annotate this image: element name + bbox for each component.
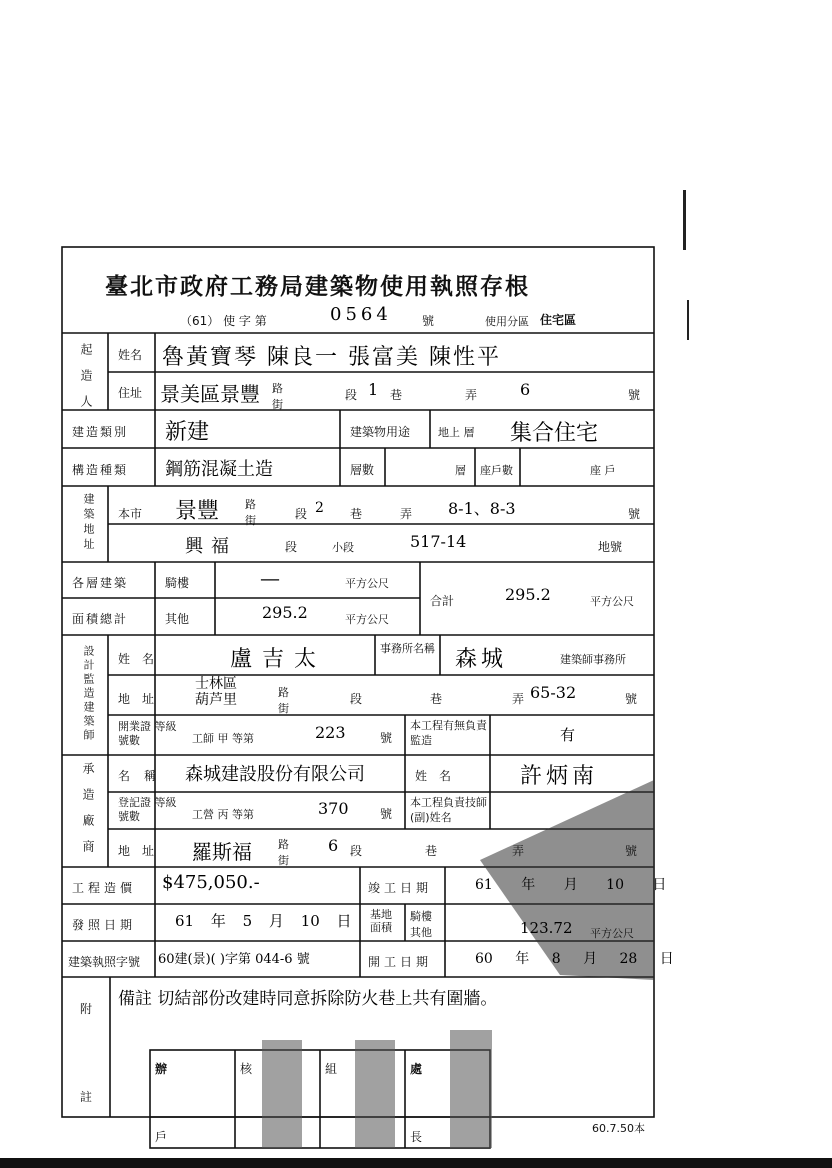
contractor-sec: 6 — [328, 836, 339, 855]
start-value: 60 年 8 月 28 日 — [475, 951, 674, 967]
designer-cert-label: 開業證 等級號數 — [118, 720, 177, 747]
designer-no: 65-32 — [530, 683, 577, 702]
other-label: 其他 — [165, 612, 190, 626]
floors-label: 層數 — [350, 463, 375, 477]
zone-value: 住宅區 — [540, 313, 577, 327]
site-road-label: 路街 — [245, 498, 256, 527]
site-sec: 2 — [315, 500, 324, 516]
site-nos: 8-1、8-3 — [448, 499, 516, 518]
contractor-cert-label: 登記證 等級號數 — [118, 796, 177, 823]
completion-value: 61 年 月 10 日 — [475, 877, 667, 893]
designer-name: 盧吉太 — [230, 647, 327, 672]
site-road: 景豐 — [175, 499, 220, 524]
signoff-label-4: 處 — [410, 1062, 423, 1076]
issue-label: 發照日期 — [72, 918, 137, 932]
base-unit: 平方公尺 — [590, 927, 634, 940]
applicant-group-label: 起造人 — [79, 343, 93, 421]
site-city: 本市 — [118, 507, 143, 521]
floors-unit: 層 — [455, 464, 466, 477]
site-lot-subsec: 小段 — [332, 541, 354, 554]
site-sec-label: 段 — [295, 507, 308, 521]
permit-label: 建築執照字號 — [68, 955, 141, 969]
contractor-addr-label: 地址 — [118, 844, 167, 858]
cost-label: 工程造價 — [72, 881, 137, 895]
designer-cert-suffix: 號 — [380, 731, 393, 745]
applicant-road-label: 路街 — [272, 382, 283, 411]
contractor-person-label: 姓名 — [415, 769, 464, 783]
contractor-lane-label: 巷 — [425, 844, 438, 858]
contractor-road-label: 路街 — [278, 838, 289, 867]
applicant-lane-label: 巷 — [390, 388, 403, 402]
arcade-value: — — [260, 566, 280, 590]
site-no-label: 號 — [628, 507, 641, 521]
applicant-addr-label: 住址 — [118, 386, 143, 400]
contractor-sec-label: 段 — [350, 844, 363, 858]
form-footer: 60.7.50本 — [592, 1122, 645, 1135]
construction-type: 新建 — [165, 420, 210, 445]
permit-suffix: 號 — [422, 314, 435, 328]
base-area-label: 基地面積 — [370, 908, 392, 934]
applicant-district: 景美區景豐 — [160, 382, 260, 406]
building-use-label: 建築物用途 — [350, 425, 411, 439]
designer-cert: 工師 甲 等第 — [192, 732, 254, 745]
designer-lane-label: 巷 — [430, 692, 443, 706]
designer-resp: 有 — [560, 726, 576, 744]
signoff-label-3: 組 — [325, 1062, 338, 1076]
applicant-no-label: 號 — [628, 388, 641, 402]
construction-type-label: 建造類別 — [72, 425, 129, 439]
permit-word: 使 字 第 — [223, 314, 267, 328]
households-label: 座戶數 — [480, 464, 513, 477]
designer-road-label: 路街 — [278, 686, 289, 715]
permit-prefix: （61） — [180, 314, 220, 328]
contractor-no-label: 號 — [625, 844, 638, 858]
designer-office-label: 事務所名稱 — [380, 642, 435, 655]
site-lot-no-label: 地號 — [598, 540, 623, 554]
site-alley-label: 弄 — [400, 507, 413, 521]
designer-addr: 士林區 葫芦里 — [195, 676, 237, 708]
designer-cert-no: 223 — [315, 723, 346, 742]
designer-sec-label: 段 — [350, 692, 363, 706]
designer-office: 森城 — [455, 647, 508, 672]
contractor-addr: 羅斯福 — [192, 840, 252, 864]
area-group-label-2: 面積總計 — [72, 612, 129, 626]
signoff-bottom-2: 長 — [410, 1130, 423, 1144]
signoff-label-1: 辦 — [155, 1062, 168, 1076]
designer-office-suffix: 建築師事務所 — [560, 653, 626, 666]
applicant-sec: 1 — [368, 380, 379, 399]
designer-group-label: 設計監造建築師 — [82, 645, 95, 743]
designer-resp-label: 本工程有無負責監造 — [410, 719, 487, 747]
contractor-group-label: 承造廠商 — [81, 762, 95, 866]
contractor-name-label: 名稱 — [118, 769, 171, 783]
total-value: 295.2 — [505, 585, 551, 604]
total-label: 合計 — [430, 594, 455, 608]
total-unit: 平方公尺 — [590, 595, 634, 608]
page-title: 臺北市政府工務局建築物使用執照存根 — [105, 273, 530, 300]
contractor-cert: 工營 丙 等第 — [192, 808, 254, 821]
contractor-person: 許炳南 — [520, 764, 599, 789]
building-use-pre: 地上 層 — [438, 426, 475, 439]
contractor-alley-label: 弄 — [512, 844, 525, 858]
applicant-sec-label: 段 — [345, 388, 358, 402]
site-lot-sec-label: 段 — [285, 540, 298, 554]
contractor-cert-no: 370 — [318, 799, 349, 818]
structure-label: 構造種類 — [72, 463, 129, 477]
signoff-label-2: 核 — [240, 1062, 253, 1076]
applicant-alley: 6 — [520, 380, 531, 399]
arcade-label: 騎樓 — [165, 576, 190, 590]
contractor-name: 森城建設股份有限公司 — [185, 764, 365, 785]
start-label: 開工日期 — [368, 955, 433, 969]
remarks-side-2: 註 — [80, 1090, 93, 1104]
site-lane-label: 巷 — [350, 507, 363, 521]
remarks-text: 備註 切結部份改建時同意拆除防火巷上共有圍牆。 — [118, 989, 498, 1009]
base-other-value: 123.72 — [520, 919, 573, 937]
base-arcade-label: 騎樓 — [410, 910, 432, 923]
issue-value: 61 年 5 月 10 日 — [175, 912, 352, 930]
designer-alley-label: 弄 — [512, 692, 525, 706]
cost-value: $475,050.- — [162, 872, 260, 893]
arcade-unit: 平方公尺 — [345, 577, 389, 590]
site-lot-no: 517-14 — [410, 532, 467, 551]
base-other-label: 其他 — [410, 926, 432, 939]
completion-label: 竣工日期 — [368, 881, 433, 895]
applicant-name-label: 姓名 — [118, 348, 143, 362]
site-lot-area: 興福 — [185, 536, 237, 557]
structure-value: 鋼筋混凝土造 — [165, 459, 273, 480]
other-value: 295.2 — [262, 603, 308, 622]
remarks-side-1: 附 — [80, 1002, 93, 1016]
other-unit: 平方公尺 — [345, 613, 389, 626]
signoff-bottom-1: 戶 — [155, 1130, 168, 1144]
designer-no-label: 號 — [625, 692, 638, 706]
designer-addr-label: 地址 — [118, 692, 167, 706]
applicant-alley-label: 弄 — [465, 388, 478, 402]
site-group-label: 建築地址 — [82, 493, 95, 553]
permit-value: 60建(景)( )字第 044-6 號 — [158, 952, 310, 967]
contractor-tech-label: 本工程負責技師(副)姓名 — [410, 796, 487, 824]
permit-number: 0564 — [330, 304, 392, 325]
area-group-label-1: 各層建築 — [72, 576, 129, 590]
households-unit: 座 戶 — [590, 464, 616, 477]
applicant-names: 魯黃寶琴 陳良一 張富美 陳性平 — [162, 345, 501, 370]
contractor-cert-suffix: 號 — [380, 807, 393, 821]
zone-label: 使用分區 — [485, 315, 529, 328]
building-use: 集合住宅 — [510, 421, 599, 446]
designer-name-label: 姓名 — [118, 652, 167, 666]
